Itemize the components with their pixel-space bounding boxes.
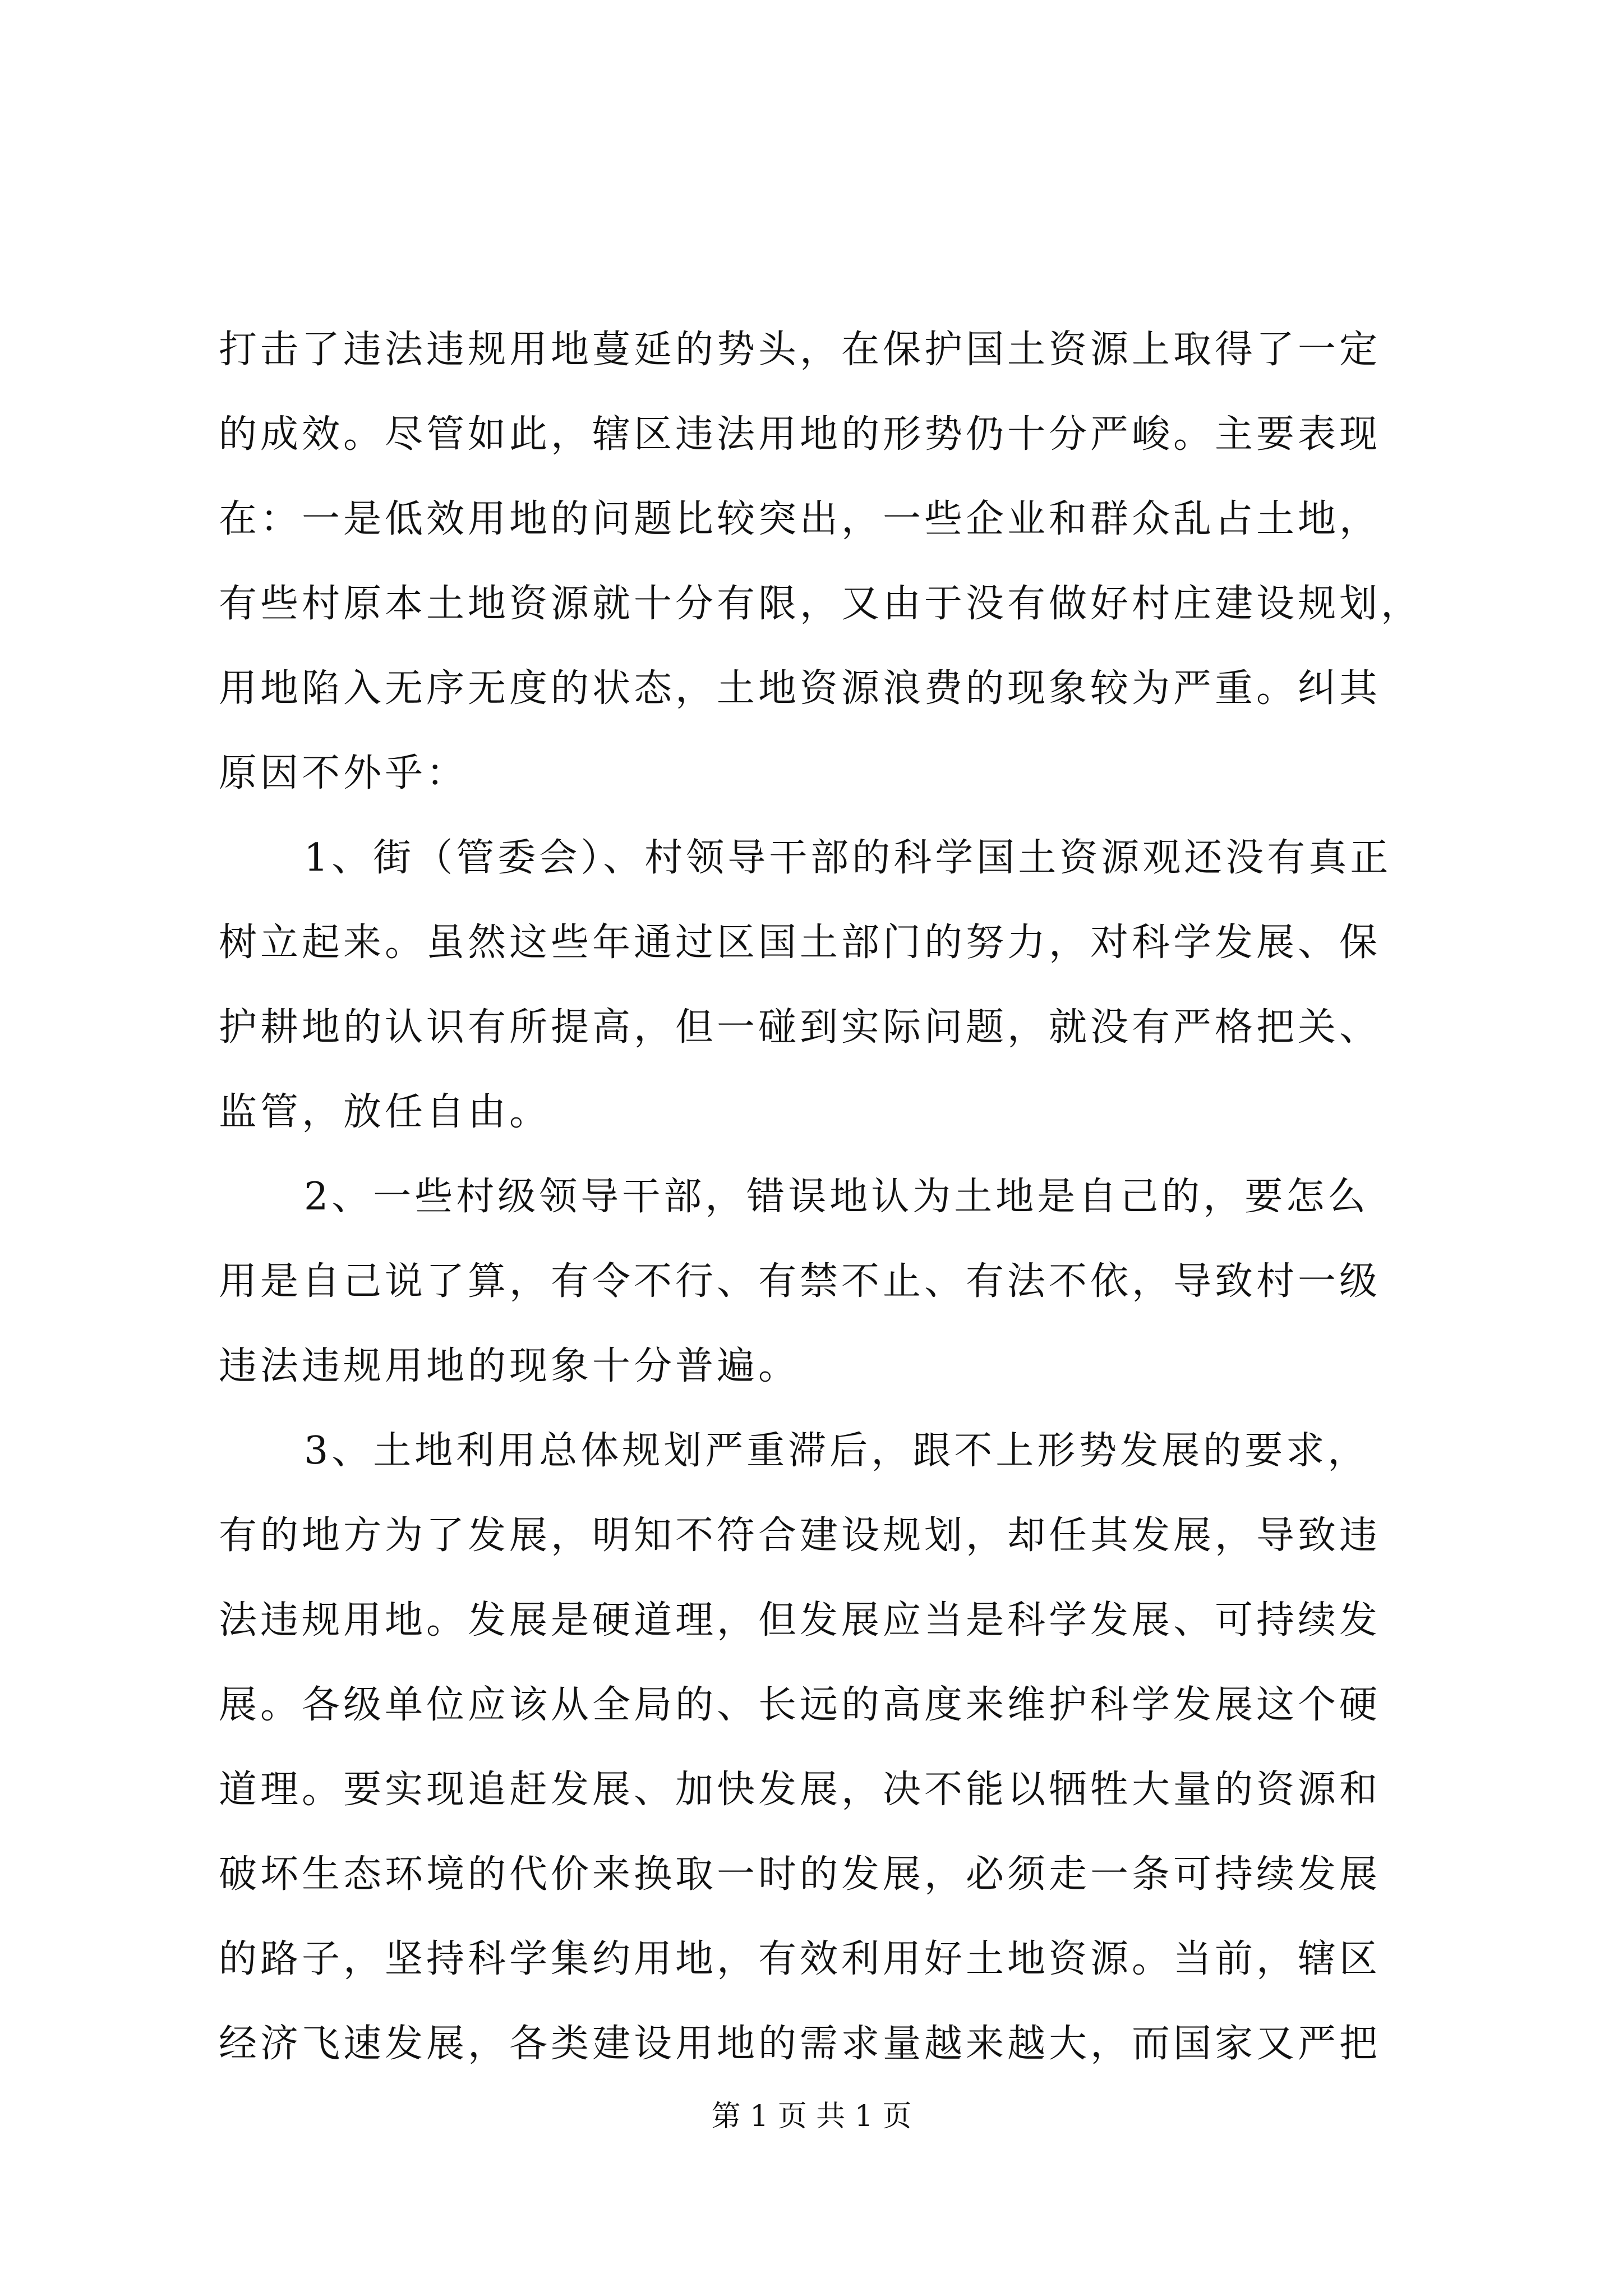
text-line: 原因不外乎： xyxy=(219,751,468,795)
text-line: 破坏生态环境的代价来换取一时的发展，必须走一条可持续发展 xyxy=(219,1852,1381,1897)
text-line: 的路子，坚持科学集约用地，有效利用好土地资源。当前，辖区 xyxy=(219,1937,1381,1981)
text-line: 违法违规用地的现象十分普遍。 xyxy=(219,1344,800,1388)
text-line: 监管，放任自由。 xyxy=(219,1090,551,1134)
text-line: 在：一是低效用地的问题比较突出，一些企业和群众乱占土地， xyxy=(219,497,1381,541)
paragraph-first-line: 1、街（管委会）、村领导干部的科学国土资源观还没有真正 xyxy=(304,836,1392,880)
page-footer xyxy=(0,2097,1623,2136)
text-line: 经济飞速发展，各类建设用地的需求量越来越大，而国家又严把 xyxy=(219,2022,1381,2066)
paragraph-first-line: 3、土地利用总体规划严重滞后，跟不上形势发展的要求， xyxy=(304,1429,1370,1473)
text-line: 有些村原本土地资源就十分有限，又由于没有做好村庄建设规划， xyxy=(219,582,1423,626)
paragraph-first-line: 2、一些村级领导干部，错误地认为土地是自己的，要怎么 xyxy=(304,1175,1370,1219)
text-line: 有的地方为了发展，明知不符合建设规划，却任其发展，导致违 xyxy=(219,1513,1381,1558)
text-line: 道理。要实现追赶发展、加快发展，决不能以牺牲大量的资源和 xyxy=(219,1768,1381,1812)
text-line: 展。各级单位应该从全局的、长远的高度来维护科学发展这个硬 xyxy=(219,1683,1381,1727)
text-line: 法违规用地。发展是硬道理，但发展应当是科学发展、可持续发 xyxy=(219,1598,1381,1642)
text-line: 用地陷入无序无度的状态，土地资源浪费的现象较为严重。纠其 xyxy=(219,666,1381,711)
text-line: 树立起来。虽然这些年通过区国土部门的努力，对科学发展、保 xyxy=(219,921,1381,965)
text-line: 用是自己说了算，有令不行、有禁不止、有法不依，导致村一级 xyxy=(219,1259,1381,1304)
text-line: 护耕地的认识有所提高，但一碰到实际问题，就没有严格把关、 xyxy=(219,1005,1381,1050)
body-text xyxy=(219,307,1424,2086)
page-number-label: 第 1 页 共 1 页 xyxy=(711,2100,912,2133)
text-line: 的成效。尽管如此，辖区违法用地的形势仍十分严峻。主要表现 xyxy=(219,412,1381,457)
text-line: 打击了违法违规用地蔓延的势头，在保护国土资源上取得了一定 xyxy=(219,328,1381,372)
